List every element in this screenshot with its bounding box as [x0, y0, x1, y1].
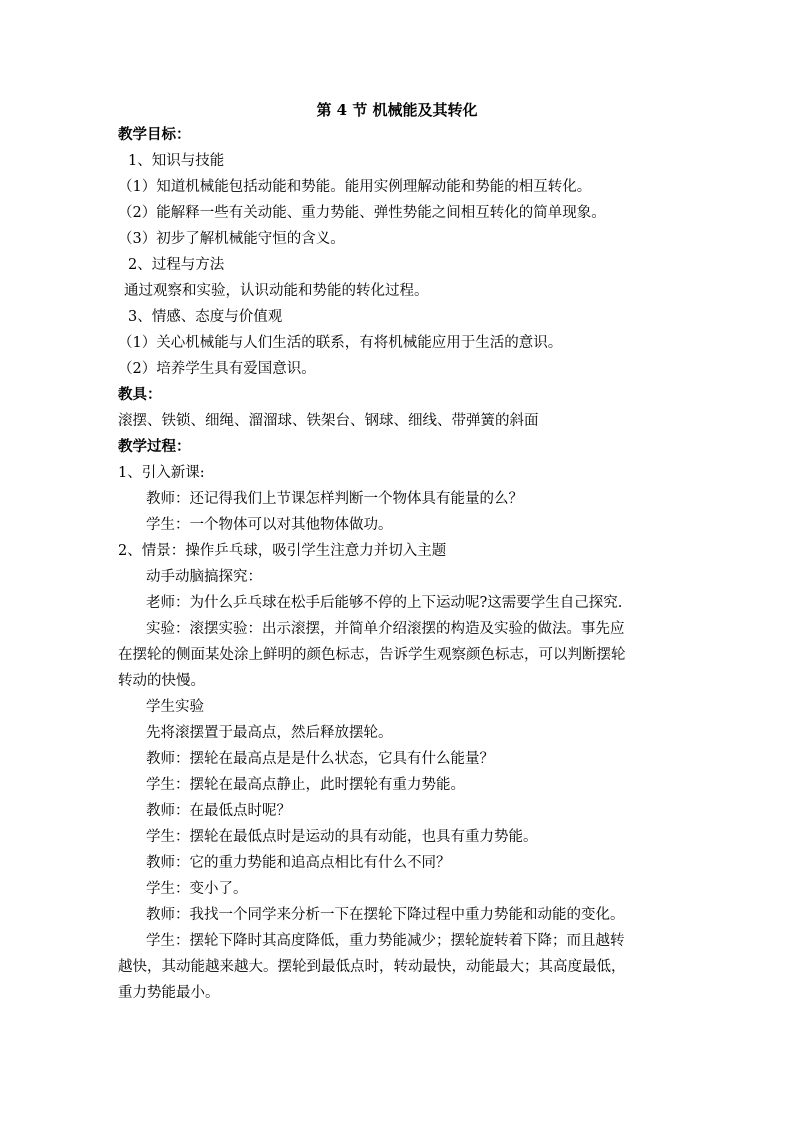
paragraph-line: 实验：滚摆实验：出示滚摆，并简单介绍滚摆的构造及实验的做法。事先应: [146, 621, 625, 637]
paragraph-line: 重力势能最小。: [118, 985, 220, 1001]
goal1-item-1: （1）知道机械能包括动能和势能。能用实例理解动能和势能的相互转化。: [118, 179, 592, 195]
paragraph-line: 动手动脑搞探究：: [146, 569, 262, 585]
goal1-item-3: （3）初步了解机械能守恒的含义。: [118, 231, 345, 247]
goal3-heading: 3、情感、态度与价值观: [128, 309, 283, 325]
dialogue-line: 学生：变小了。: [146, 881, 248, 897]
paragraph-line: 学生实验: [146, 699, 204, 715]
goal3-item-2: （2）培养学生具有爱国意识。: [118, 361, 316, 377]
goal1-item-2: （2）能解释一些有关动能、重力势能、弹性势能之间相互转化的简单现象。: [118, 205, 606, 221]
goals-heading: 教学目标：: [118, 126, 191, 143]
goal3-item-1: （1）关心机械能与人们生活的联系，有将机械能应用于生活的意识。: [118, 335, 563, 351]
dialogue-line: 学生：摆轮在最低点时是运动的具有动能，也具有重力势能。: [146, 829, 538, 845]
dialogue-line: 教师：摆轮在最高点是是什么状态，它具有什么能量？: [146, 751, 494, 767]
dialogue-line: 学生：摆轮在最高点静止，此时摆轮有重力势能。: [146, 777, 465, 793]
goal1-heading: 1、知识与技能: [128, 153, 225, 169]
tools-heading: 教具：: [118, 386, 162, 403]
dialogue-line: 学生：摆轮下降时其高度降低，重力势能减少；摆轮旋转着下降；而且越转: [146, 933, 625, 949]
dialogue-line: 教师：还记得我们上节课怎样判断一个物体具有能量的么？: [146, 491, 523, 507]
process-step-1-heading: 1、引入新课:: [118, 465, 205, 481]
dialogue-line: 老师：为什么乒乓球在松手后能够不停的上下运动呢?这需要学生自己探究.: [146, 595, 623, 611]
dialogue-line: 学生：一个物体可以对其他物体做功。: [146, 517, 393, 533]
goal2-heading: 2、过程与方法: [128, 257, 225, 273]
process-step-2-heading: 2、情景：操作乒乓球，吸引学生注意力并切入主题: [118, 543, 447, 559]
dialogue-line: 教师：它的重力势能和追高点相比有什么不同？: [146, 855, 451, 871]
paragraph-line: 在摆轮的侧面某处涂上鲜明的颜色标志，告诉学生观察颜色标志，可以判断摆轮: [118, 647, 626, 663]
dialogue-line: 教师：在最低点时呢？: [146, 803, 291, 819]
goal2-item-1: 通过观察和实验，认识动能和势能的转化过程。: [124, 283, 429, 299]
process-heading: 教学过程：: [118, 438, 191, 455]
paragraph-line: 先将滚摆置于最高点，然后释放摆轮。: [146, 725, 393, 741]
tools-list: 滚摆、铁锁、细绳、溜溜球、铁架台、钢球、细线、带弹簧的斜面: [118, 413, 539, 429]
paragraph-line: 越快，其动能越来越大。摆轮到最低点时，转动最快，动能最大；其高度最低，: [118, 959, 626, 975]
page-title: 第 4 节 机械能及其转化: [316, 101, 478, 119]
dialogue-line: 教师：我找一个同学来分析一下在摆轮下降过程中重力势能和动能的变化。: [146, 907, 625, 923]
paragraph-line: 转动的快慢。: [118, 673, 205, 689]
